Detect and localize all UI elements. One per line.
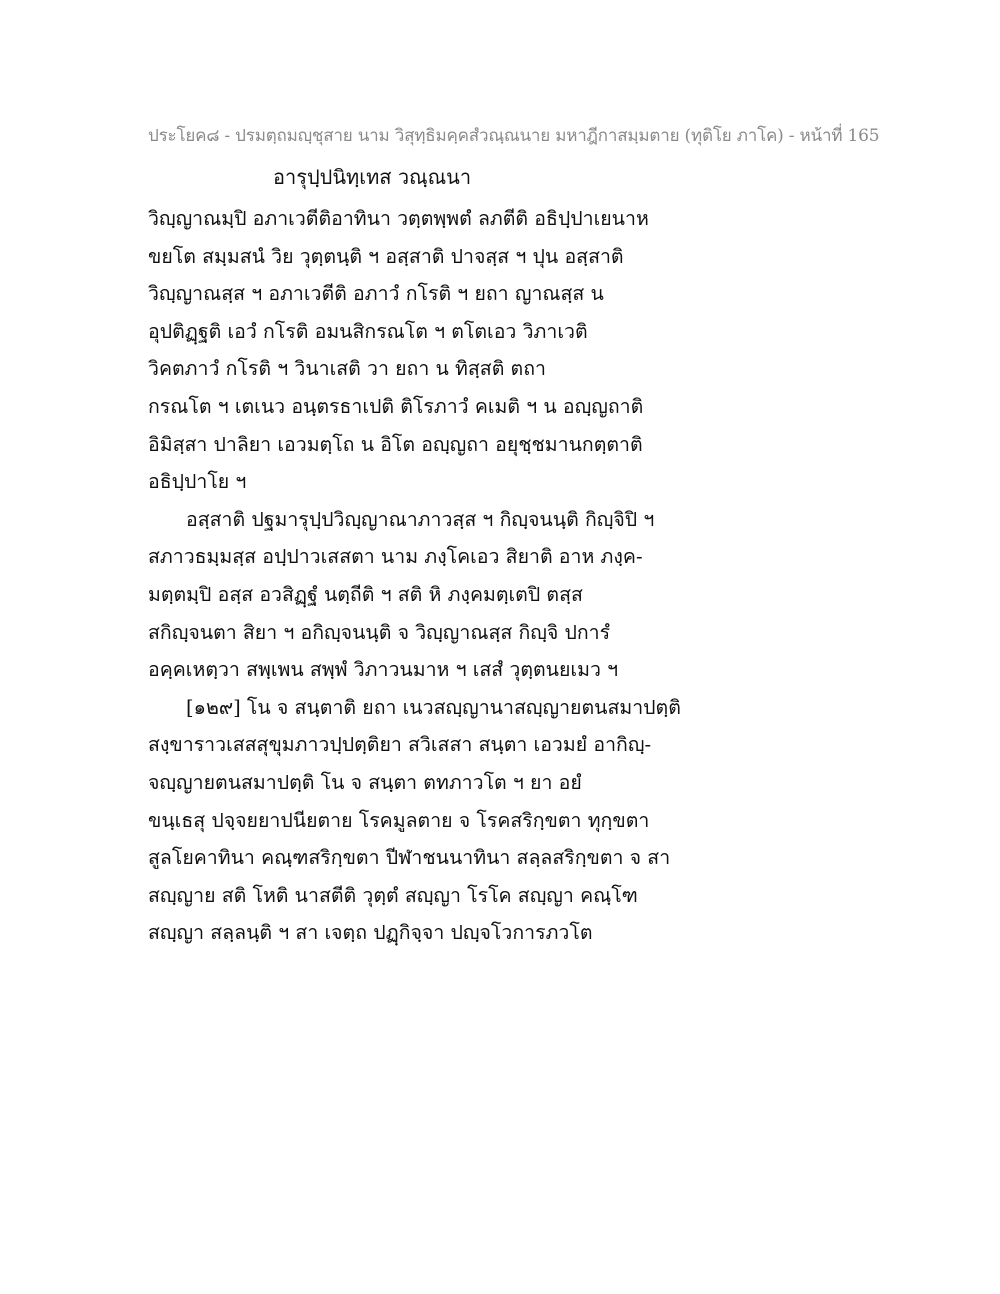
text-line: วิญฺญาณมฺปิ อภาเวตีติอาทินา วตฺตพฺพตํ ลภตีติ อธิปฺปาเยนาห — [148, 207, 649, 230]
text-line: วิญฺญาณสฺส ฯ อภาเวตีติ อภาวํ กโรติ ฯ ยถา ญาณสฺส น — [148, 282, 604, 306]
text-line: กรณโต ฯ เตเนว อนฺตรธาเปติ ติโรภาวํ คเมติ ฯ น อญฺญถาติ — [148, 394, 644, 418]
text-line: ขยโต สมฺมสนํ วิย วุตฺตนฺติ ฯ อสฺสาติ ปาจสฺส ฯ ปุน อสฺสาติ — [148, 244, 624, 268]
text-line: มตฺตมฺปิ อสฺส อวสิฏฺฐํ นตฺถีติ ฯ สติ หิ ภงฺคมตฺเตปิ ตสฺส — [148, 582, 583, 606]
text-line: สงฺขาราวเสสสุขุมภาวปฺปตฺติยา สวิเสสา สนฺตา เอวมยํ อากิญฺ- — [148, 733, 652, 757]
text-line: สญฺญาย สติ โหติ นาสตีติ วุตฺตํ สญฺญา โรโค สญฺญา คณฺโฑ — [148, 883, 638, 907]
text-line: ขนฺเธสุ ปจฺจยยาปนียตาย โรคมูลตาย จ โรคสริกฺขตา ทุกฺขตา — [148, 808, 650, 832]
text-line: อิมิสฺสา ปาลิยา เอวมตฺโถ น อิโต อญฺญถา อยุชฺชมานกตฺตาติ — [148, 432, 643, 456]
text-line: อุปติฏฺฐติ เอวํ กโรติ อมนสิกรณโต ฯ ตโตเอว วิภาเวติ — [148, 319, 588, 343]
text-line: [๑๒๙] โน จ สนฺตาติ ยถา เนวสญฺญานาสญฺญายตนสมาปตฺติ — [186, 695, 681, 719]
text-line: อสฺสาติ ปฐมารุปฺปวิญฺญาณาภาวสฺส ฯ กิญฺจนนฺติ กิญฺจิปิ ฯ — [186, 507, 655, 531]
section-heading: อารุปฺปนิทฺเทส วณฺณนา — [273, 165, 472, 189]
page-header: ประโยค๘ - ปรมตฺถมญฺชุสาย นาม วิสุทฺธิมคฺคสํวณฺณนาย มหาฎีกาสมฺมตาย (ทุติโย ภาโค) - หน้าที่ 165 — [148, 126, 880, 146]
text-line: อธิปฺปาโย ฯ — [148, 470, 247, 494]
text-line: สูลโยคาทินา คณฺฑสริกฺขตา ปีฬาชนนาทินา สลฺลสริกฺขตา จ สา — [148, 846, 671, 870]
text-line: จญฺญายตนสมาปตฺติ โน จ สนฺตา ตทภาวโต ฯ ยา อยํ — [148, 770, 582, 794]
text-line: สภาวธมฺมสฺส อปฺปาวเสสตา นาม ภงฺโคเอว สิยาติ อาห ภงฺค- — [148, 545, 643, 569]
text-line: วิคตภาวํ กโรติ ฯ วินาเสติ วา ยถา น ทิสฺสติ ตถา — [148, 357, 546, 381]
text-line: สญฺญา สลฺลนฺติ ฯ สา เจตฺถ ปฏฺกิจฺจา ปญฺจโวการภวโต — [148, 921, 593, 945]
text-line: สกิญฺจนตา สิยา ฯ อกิญฺจนนฺติ จ วิญฺญาณสฺส กิญฺจิ ปการํ — [148, 620, 611, 644]
body-text — [148, 200, 868, 952]
text-line: อคฺคเหตฺวา สพฺเพน สพฺพํ วิภาวนมาห ฯ เสสํ วุตฺตนยเมว ฯ — [148, 658, 619, 682]
